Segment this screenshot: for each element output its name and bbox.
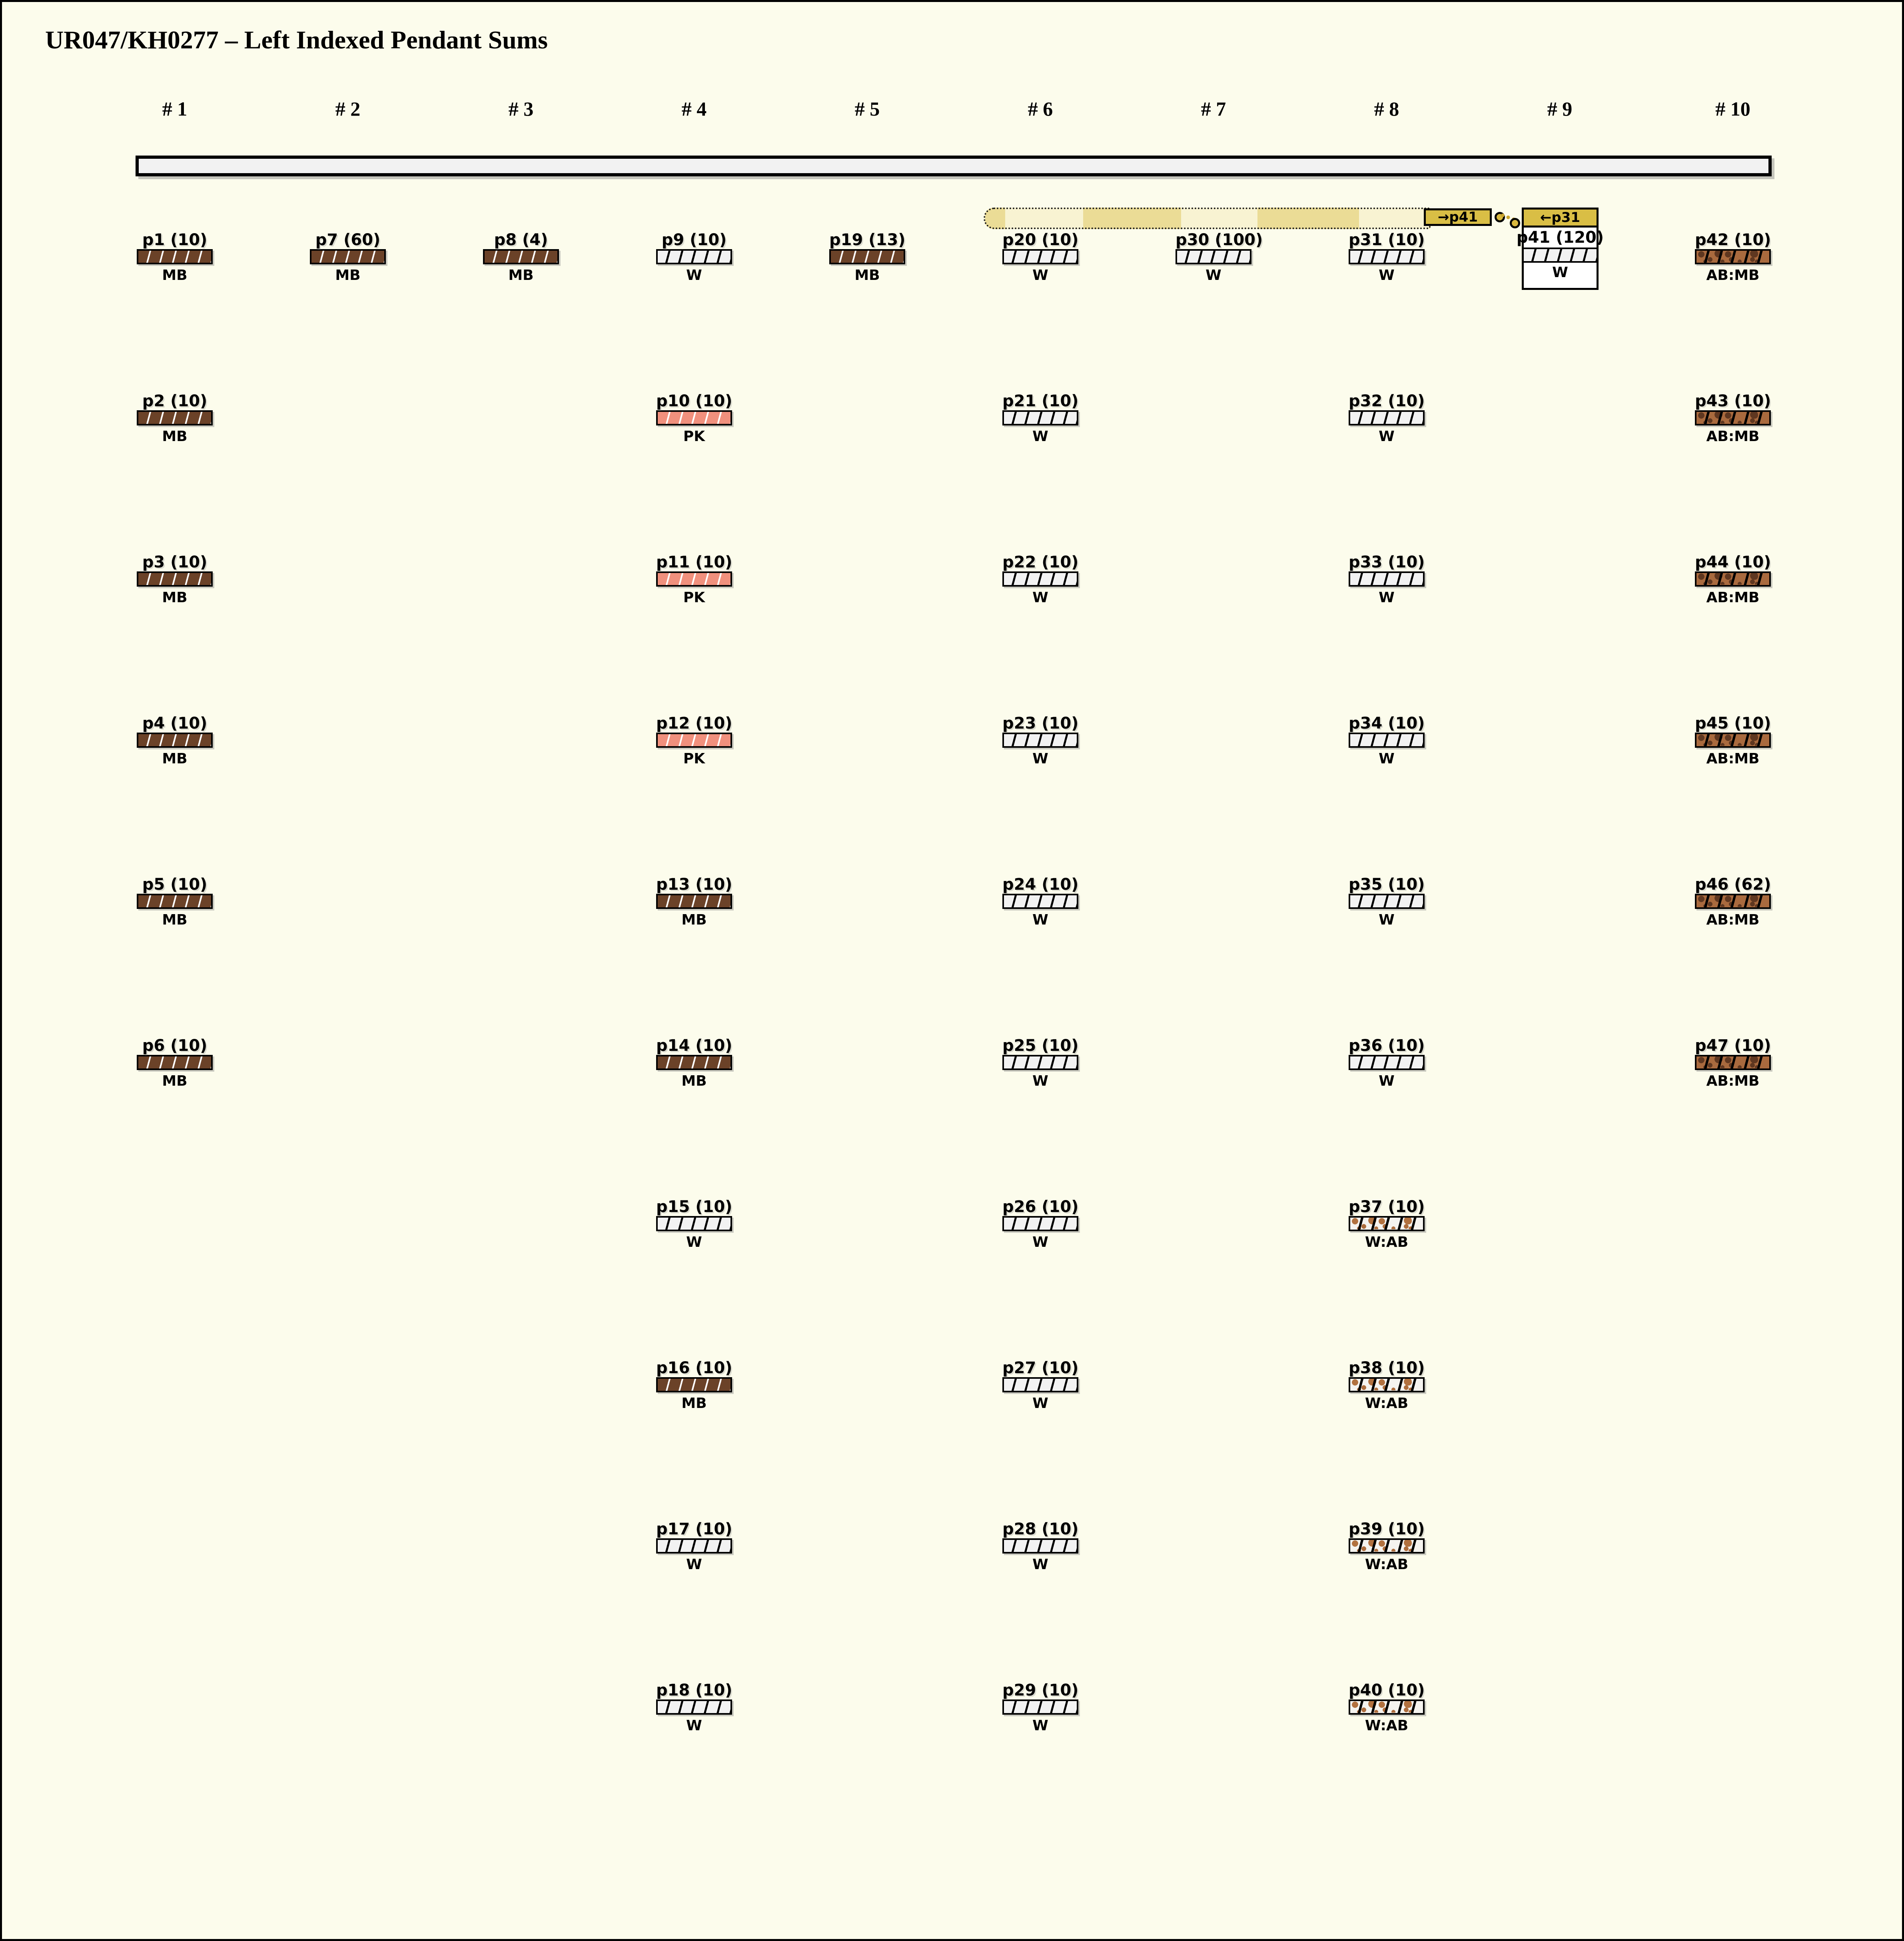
pendant-bar [1002,1055,1078,1070]
pendant-item [1002,1198,1078,1250]
pendant-label: p33 (10) [1349,553,1425,571]
pendant-item [137,553,213,606]
pendant-color-code: W:AB [1365,1395,1409,1412]
pendant-bar [1349,1699,1425,1715]
pendant-item [1002,1036,1078,1089]
pendant-bar [1695,894,1771,909]
pendant-item [1002,714,1078,767]
pendant-bar [137,894,213,909]
pendant-color-code: MB [508,267,534,284]
group-header: # 4 [681,98,707,120]
pendant-color-code: W [1379,912,1395,928]
sum-highlight-band [984,208,1431,229]
pendant-color-code: W:AB [1365,1556,1409,1573]
pendant-item [1349,1359,1425,1412]
pendant-color-code: W [1032,912,1048,928]
pendant-label: p40 (10) [1349,1681,1425,1699]
pendant-bar [1176,249,1251,264]
pendant-item [1002,392,1078,445]
pendant-item [656,231,732,284]
pendant-bar [1695,733,1771,748]
pendant-label: p10 (10) [656,392,732,410]
pendant-item [1002,1359,1078,1412]
pendant-bar [1524,248,1597,263]
pendant-bar [483,249,559,264]
pendant-color-code: AB:MB [1706,751,1760,767]
pendant-bar [137,249,213,264]
pendant-bar [1002,1377,1078,1392]
pendant-bar [1002,1538,1078,1554]
pendant-color-code: W:AB [1365,1717,1409,1734]
pendant-item [137,231,213,284]
pendant-label: p36 (10) [1349,1036,1425,1055]
pendant-color-code: W [1032,1234,1048,1250]
pendant-item [1349,1036,1425,1089]
pendant-color-code: MB [162,589,188,606]
pendant-label: p15 (10) [656,1198,732,1216]
pendant-bar [656,249,732,264]
pendant-label: p21 (10) [1002,392,1079,410]
pendant-label: p7 (60) [315,231,381,249]
pendant-bar [1695,1055,1771,1070]
pendant-label: p37 (10) [1349,1198,1425,1216]
pendant-color-code: W:AB [1365,1234,1409,1250]
pendant-color-code: W [686,267,702,284]
pendant-color-code: W [1032,751,1048,767]
pendant-label: p6 (10) [142,1036,208,1055]
pendant-label: p34 (10) [1349,714,1425,733]
pendant-label: p32 (10) [1349,392,1425,410]
pendant-label: p23 (10) [1002,714,1079,733]
pendant-color-code: MB [335,267,361,284]
pendant-color-code: W [1379,751,1395,767]
pendant-label: p28 (10) [1002,1520,1079,1538]
group-header: # 7 [1201,98,1226,120]
pendant-color-code: AB:MB [1706,912,1760,928]
pendant-bar [1002,571,1078,587]
pendant-color-code: AB:MB [1706,428,1760,445]
group-header: # 6 [1028,98,1053,120]
pendant-item [137,1036,213,1089]
pendant-item [310,231,386,284]
pendant-bar [656,1216,732,1231]
pendant-bar [137,571,213,587]
pendant-color-code: W [1032,428,1048,445]
pendant-label: p22 (10) [1002,553,1079,571]
pendant-bar [1002,1699,1078,1715]
pendant-bar [1349,571,1425,587]
pendant-color-code: W [686,1717,702,1734]
pendant-label: p26 (10) [1002,1198,1079,1216]
pendant-item [137,875,213,928]
pendant-item [829,231,905,284]
pendant-label: p42 (10) [1695,231,1771,249]
sum-pendant-box [1516,208,1604,290]
pendant-label: p2 (10) [142,392,208,410]
pendant-label: p18 (10) [656,1681,732,1699]
pendant-label: p29 (10) [1002,1681,1079,1699]
pendant-label: p1 (10) [142,231,208,249]
pendant-item [656,1036,732,1089]
pendant-item [1695,553,1771,606]
pendant-item [1002,1681,1078,1734]
pendant-label: p13 (10) [656,875,732,894]
pendant-item [1349,1198,1425,1250]
pendant-bar [1002,733,1078,748]
pendant-color-code: MB [681,1395,707,1412]
pendant-bar [1349,1377,1425,1392]
pendant-color-code: W [1379,589,1395,606]
pendant-item [1349,714,1425,767]
pendant-item [1349,1681,1425,1734]
pendant-bar [1002,410,1078,425]
pendant-bar [656,733,732,748]
pendant-item [656,1198,732,1250]
pendant-item [1002,231,1078,284]
pendant-label: p24 (10) [1002,875,1079,894]
pendant-label: p30 (100) [1176,231,1263,249]
pendant-bar [1349,894,1425,909]
group-header: # 10 [1715,98,1750,120]
pendant-bar [1695,571,1771,587]
pendant-color-code: PK [683,428,705,445]
pendant-bar [1695,249,1771,264]
pendant-bar [1002,1216,1078,1231]
pendant-item [1695,875,1771,928]
group-header: # 3 [508,98,534,120]
pendant-color-code: W [686,1234,702,1250]
pendant-label: p11 (10) [656,553,732,571]
pendant-color-code: AB:MB [1706,267,1760,284]
pendant-label: p19 (13) [829,231,906,249]
pendant-item [1349,553,1425,606]
pendant-item [656,1359,732,1412]
pendant-label: p5 (10) [142,875,208,894]
pendant-bar [1349,1216,1425,1231]
group-header: # 1 [162,98,188,120]
pendant-bar [656,894,732,909]
pendant-label: p17 (10) [656,1520,732,1538]
pendant-item [1695,231,1771,284]
pendant-bar [1695,410,1771,425]
pendant-bar [656,1055,732,1070]
pendant-color-code: PK [683,751,705,767]
pendant-label: p45 (10) [1695,714,1771,733]
pendant-label: p25 (10) [1002,1036,1079,1055]
pendant-label: p20 (10) [1002,231,1079,249]
pendant-bar [656,1699,732,1715]
pendant-label: p44 (10) [1695,553,1771,571]
pendant-color-code: MB [162,1073,188,1089]
pendant-color-code: AB:MB [1706,589,1760,606]
pendant-label: p38 (10) [1349,1359,1425,1377]
pendant-color-code: W [686,1556,702,1573]
pendant-label: p14 (10) [656,1036,732,1055]
group-header: # 5 [854,98,880,120]
pendant-item [137,392,213,445]
pendant-item [656,714,732,767]
pendant-label: p9 (10) [661,231,727,249]
group-header: # 9 [1547,98,1573,120]
pendant-color-code: W [1379,428,1395,445]
pendant-bar [1349,733,1425,748]
pendant-label: p47 (10) [1695,1036,1771,1055]
pendant-color-code: W [1379,267,1395,284]
pendant-item [1349,875,1425,928]
pendant-item [1002,553,1078,606]
pendant-item [656,1520,732,1573]
pendant-color-code: AB:MB [1706,1073,1760,1089]
pendant-item [1695,714,1771,767]
pendant-label: p4 (10) [142,714,208,733]
sum-source-tag[interactable]: →p41 [1424,208,1492,226]
pendant-color-code: MB [162,912,188,928]
pendant-bar [1002,249,1078,264]
pendant-color-code: W [1032,1073,1048,1089]
pendant-color-code: W [1379,1073,1395,1089]
pendant-bar [137,733,213,748]
pendant-color-code: MB [854,267,880,284]
pendant-label: p46 (62) [1695,875,1771,894]
pendant-item [656,553,732,606]
pendant-bar [137,410,213,425]
group-header: # 8 [1374,98,1399,120]
pendant-label: p16 (10) [656,1359,732,1377]
pendant-color-code: W [1032,267,1048,284]
pendant-bar [656,1538,732,1554]
pendant-label: p27 (10) [1002,1359,1079,1377]
pendant-item [137,714,213,767]
pendant-label: p43 (10) [1695,392,1771,410]
pendant-bar [1349,249,1425,264]
pendant-item [1176,231,1263,284]
pendant-label: p8 (4) [494,231,548,249]
pendant-item [1002,1520,1078,1573]
pendant-item [1349,1520,1425,1573]
pendant-color-code: MB [162,267,188,284]
pendant-bar [656,410,732,425]
pendant-bar [829,249,905,264]
pendant-item [656,392,732,445]
pendant-color-code: MB [681,912,707,928]
pendant-label: p3 (10) [142,553,208,571]
pendant-color-code: W [1205,267,1221,284]
pendant-item [656,1681,732,1734]
pendant-item [1349,392,1425,445]
primary-cord-bar [136,156,1772,176]
pendant-bar [1349,1538,1425,1554]
pendant-bar [1349,410,1425,425]
page-title: UR047/KH0277 – Left Indexed Pendant Sums [45,26,548,54]
pendant-color-code: W [1032,589,1048,606]
pendant-color-code: W [1032,1556,1048,1573]
pendant-bar [137,1055,213,1070]
group-header: # 2 [335,98,361,120]
pendant-color-code: W [1032,1395,1048,1412]
pendant-bar [1349,1055,1425,1070]
sum-target-tag[interactable]: ←p31 [1524,210,1597,228]
pendant-bar [1002,894,1078,909]
sum-link-knot-icon [1510,218,1520,228]
pendant-color-code: MB [162,428,188,445]
pendant-color-code: MB [162,751,188,767]
pendant-label: p35 (10) [1349,875,1425,894]
pendant-color-code: W [1552,264,1568,281]
pendant-color-code: W [1032,1717,1048,1734]
pendant-item [1349,231,1425,284]
pendant-item [1002,875,1078,928]
pendant-bar [656,1377,732,1392]
pendant-bar [656,571,732,587]
pendant-label: p41 (120) [1516,228,1604,247]
pendant-item [1695,1036,1771,1089]
pendant-item [656,875,732,928]
pendant-item [1695,392,1771,445]
pendant-item [483,231,559,284]
pendant-color-code: MB [681,1073,707,1089]
pendant-label: p39 (10) [1349,1520,1425,1538]
pendant-bar [310,249,386,264]
pendant-label: p12 (10) [656,714,732,733]
pendant-label: p31 (10) [1349,231,1425,249]
pendant-color-code: PK [683,589,705,606]
